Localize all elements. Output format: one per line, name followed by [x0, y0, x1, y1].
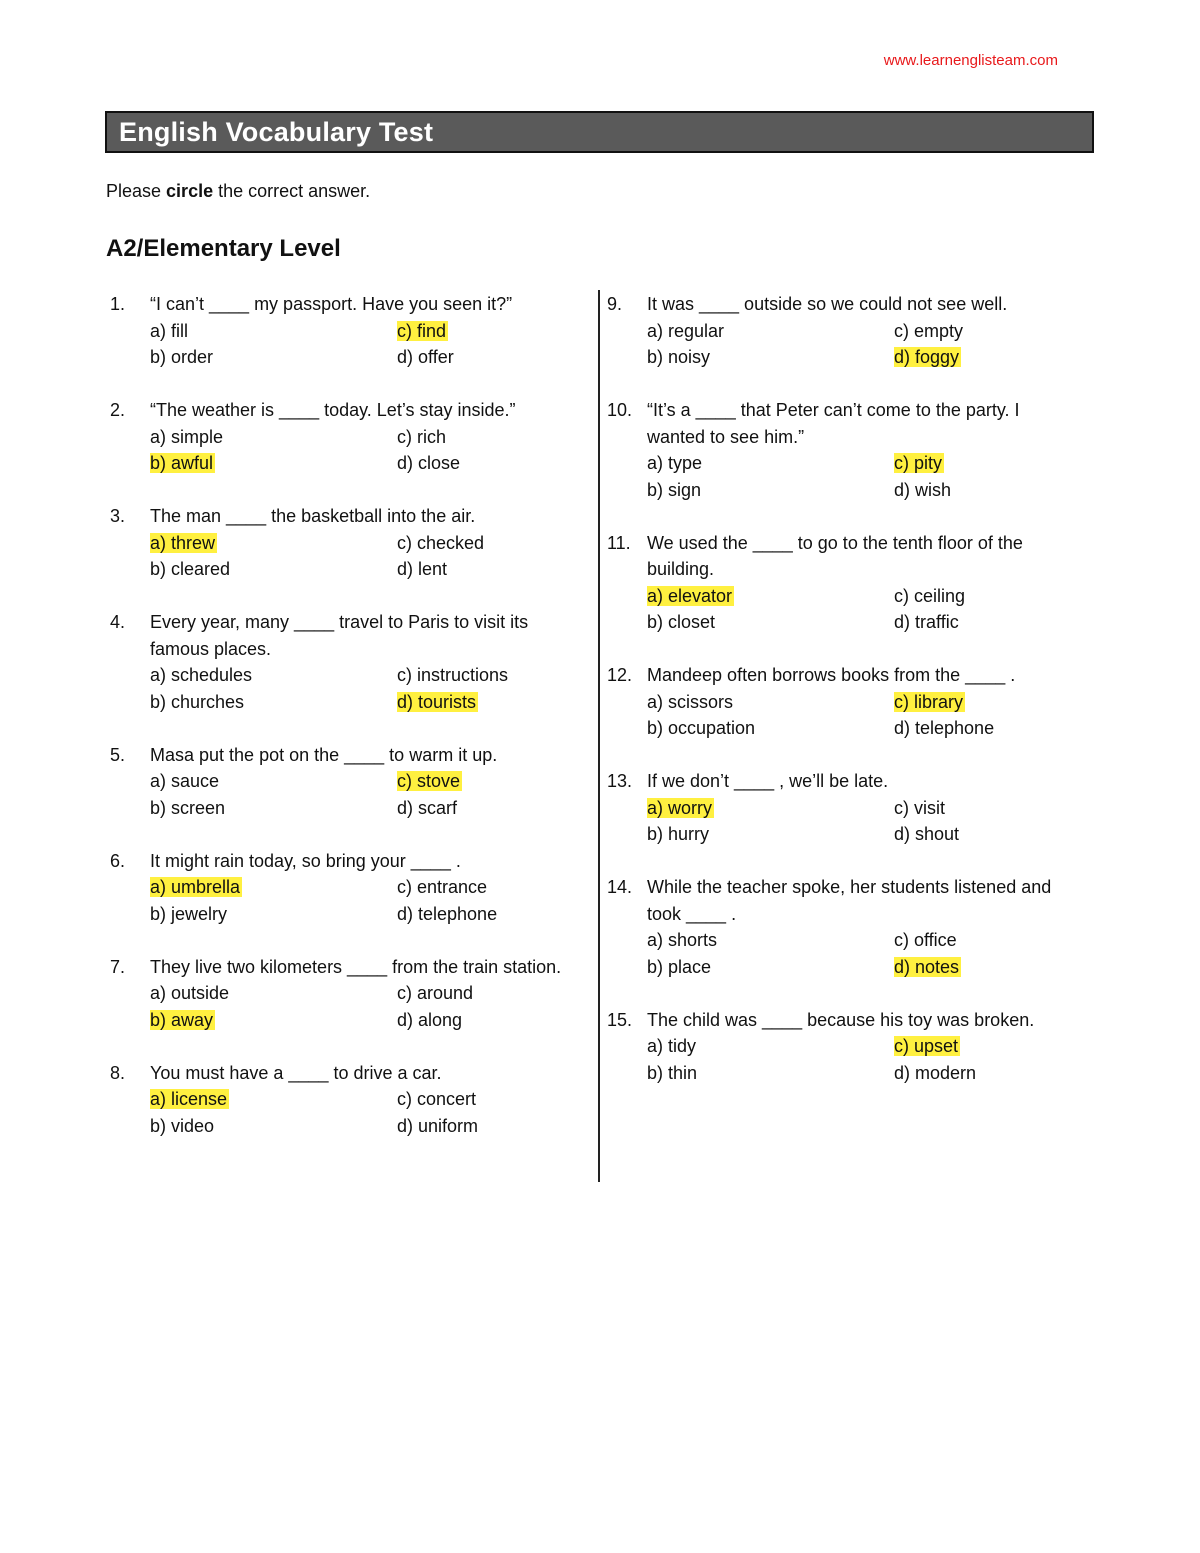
option-a[interactable]: [150, 662, 397, 689]
option-c[interactable]: [397, 662, 580, 689]
option-d-label: d) wish: [894, 479, 952, 500]
option-b-label: b) cleared: [150, 559, 231, 579]
option-b[interactable]: [150, 795, 397, 822]
question-1: [110, 291, 580, 371]
answer-options: [647, 927, 1077, 980]
option-a-label: a) outside: [150, 983, 230, 1003]
option-d[interactable]: [894, 715, 1077, 742]
option-d-label: d) telephone: [894, 718, 995, 738]
question-6: [110, 848, 580, 928]
question-text: The man ____ the basketball into the air.: [150, 506, 476, 526]
option-a[interactable]: [647, 1033, 894, 1060]
question-text-row: [110, 609, 580, 662]
question-text: It was ____ outside so we could not see well.: [647, 294, 1008, 314]
option-b-label: b) place: [647, 956, 712, 977]
option-b[interactable]: [150, 1113, 397, 1140]
option-a[interactable]: [647, 318, 894, 345]
question-number: 6.: [110, 850, 126, 871]
site-url[interactable]: www.learnenglisteam.com: [883, 52, 1058, 69]
option-c[interactable]: [397, 424, 580, 451]
option-c[interactable]: [894, 1033, 1077, 1060]
title-bar: [105, 111, 1094, 153]
question-text: We used the ____ to go to the tenth floor of the building.: [647, 532, 1023, 579]
option-a-label: a) umbrella: [150, 877, 241, 897]
instruction-after: the correct answer.: [213, 181, 371, 201]
answer-options: [647, 689, 1077, 742]
option-a-label: a) scissors: [647, 691, 734, 712]
option-a-label: a) type: [647, 453, 703, 473]
question-14: [607, 874, 1077, 980]
option-b[interactable]: [647, 1060, 894, 1087]
option-a-label: a) shorts: [647, 930, 718, 950]
question-text: While the teacher spoke, her students listened and took ____ .: [647, 877, 1052, 924]
answer-options: [647, 318, 1077, 371]
option-b-label: b) closet: [647, 612, 716, 632]
instruction-bold: circle: [166, 181, 214, 201]
option-b[interactable]: [150, 689, 397, 716]
option-d[interactable]: [397, 1113, 580, 1140]
option-a[interactable]: [647, 689, 894, 716]
answer-options: [150, 1086, 580, 1139]
option-d-label: d) telephone: [397, 903, 498, 924]
answer-options: [647, 583, 1077, 636]
option-b[interactable]: [647, 344, 894, 371]
option-c[interactable]: [397, 874, 580, 901]
option-c[interactable]: [397, 1086, 580, 1113]
question-9: [607, 291, 1077, 371]
option-d-label: d) shout: [894, 824, 960, 844]
option-d-label: d) modern: [894, 1062, 977, 1083]
option-b-label: b) away: [150, 1009, 214, 1030]
option-d-label: d) tourists: [397, 691, 477, 712]
option-a-label: a) tidy: [647, 1036, 697, 1056]
question-number: 9.: [607, 294, 623, 314]
question-5: [110, 742, 580, 822]
question-text-row: [607, 530, 1077, 583]
option-b-label: b) noisy: [647, 347, 711, 367]
question-number: 13.: [607, 771, 633, 791]
option-a[interactable]: [150, 424, 397, 451]
option-b-label: b) thin: [647, 1062, 698, 1083]
option-a-label: a) sauce: [150, 771, 220, 791]
option-c-label: c) rich: [397, 426, 446, 447]
answer-options: [150, 424, 580, 477]
option-d-label: d) scarf: [397, 797, 458, 818]
option-c-label: c) pity: [894, 453, 943, 473]
question-number: 14.: [607, 877, 633, 897]
question-text-row: [607, 874, 1077, 927]
option-d[interactable]: [894, 821, 1077, 848]
question-number: 5.: [110, 744, 126, 765]
option-d[interactable]: [397, 795, 580, 822]
option-c[interactable]: [894, 450, 1077, 477]
question-3: [110, 503, 580, 583]
option-a-label: a) schedules: [150, 665, 253, 685]
option-a-label: a) threw: [150, 532, 216, 553]
option-a[interactable]: [647, 795, 894, 822]
question-text-row: [607, 397, 1077, 450]
question-8: [110, 1060, 580, 1140]
question-number: 1.: [110, 294, 126, 314]
option-c-label: c) entrance: [397, 877, 488, 897]
question-number: 11.: [607, 532, 631, 553]
option-c-label: c) library: [894, 691, 964, 712]
question-2: [110, 397, 580, 477]
option-d-label: d) notes: [894, 956, 960, 977]
question-text: Mandeep often borrows books from the ____ .: [647, 665, 1016, 685]
option-a-label: a) simple: [150, 426, 224, 447]
option-d[interactable]: [397, 1007, 580, 1034]
question-number: 2.: [110, 400, 126, 420]
option-d[interactable]: [894, 1060, 1077, 1087]
answer-options: [150, 874, 580, 927]
question-7: [110, 954, 580, 1034]
option-b-label: b) hurry: [647, 824, 710, 844]
option-a-label: a) license: [150, 1089, 228, 1109]
option-a[interactable]: [150, 874, 397, 901]
option-d-label: d) offer: [397, 347, 454, 367]
option-c[interactable]: [894, 795, 1077, 822]
option-a[interactable]: [150, 318, 397, 345]
question-13: [607, 768, 1077, 848]
option-a[interactable]: [647, 583, 894, 610]
option-c[interactable]: [894, 318, 1077, 345]
instruction-before: Please: [106, 181, 167, 201]
option-b[interactable]: [647, 821, 894, 848]
question-number: 4.: [110, 612, 126, 632]
option-d[interactable]: [397, 344, 580, 371]
option-d-label: d) traffic: [894, 612, 959, 632]
question-text-row: [110, 954, 580, 981]
option-c[interactable]: [397, 768, 580, 795]
questions-column-right: [607, 291, 1077, 1113]
question-number: 8.: [110, 1062, 126, 1083]
question-10: [607, 397, 1077, 503]
option-a-label: a) fill: [150, 320, 189, 341]
option-d[interactable]: [894, 344, 1077, 371]
option-d[interactable]: [397, 450, 580, 477]
question-4: [110, 609, 580, 715]
answer-options: [647, 1033, 1077, 1086]
option-b-label: b) order: [150, 347, 214, 367]
answer-options: [647, 795, 1077, 848]
option-b[interactable]: [647, 715, 894, 742]
question-11: [607, 530, 1077, 636]
option-b[interactable]: [150, 901, 397, 928]
question-text-row: [607, 291, 1077, 318]
question-text: Masa put the pot on the ____ to warm it up.: [150, 744, 498, 765]
question-number: 7.: [110, 956, 126, 977]
question-number: 10.: [607, 400, 633, 420]
question-text: “It’s a ____ that Peter can’t come to the party. I wanted to see him.”: [647, 400, 1020, 447]
option-c-label: c) office: [894, 930, 957, 950]
option-d-label: d) uniform: [397, 1115, 479, 1136]
page-title: English Vocabulary Test: [119, 116, 434, 147]
option-d[interactable]: [397, 901, 580, 928]
option-b-label: b) jewelry: [150, 903, 228, 924]
question-text-row: [110, 848, 580, 875]
option-b-label: b) occupation: [647, 718, 756, 738]
option-c[interactable]: [397, 980, 580, 1007]
option-b[interactable]: [150, 556, 397, 583]
option-b[interactable]: [150, 1007, 397, 1034]
option-c-label: c) around: [397, 983, 474, 1003]
option-d-label: d) lent: [397, 559, 448, 579]
option-a[interactable]: [150, 768, 397, 795]
option-d-label: d) close: [397, 453, 461, 473]
question-text-row: [607, 662, 1077, 689]
option-b[interactable]: [647, 609, 894, 636]
option-c-label: c) visit: [894, 797, 945, 818]
option-b[interactable]: [150, 450, 397, 477]
answer-options: [150, 318, 580, 371]
answer-options: [647, 450, 1077, 503]
option-d[interactable]: [397, 689, 580, 716]
answer-options: [150, 980, 580, 1033]
question-12: [607, 662, 1077, 742]
question-text-row: [607, 1007, 1077, 1034]
option-d-label: d) foggy: [894, 347, 960, 367]
option-a[interactable]: [150, 980, 397, 1007]
question-text: “The weather is ____ today. Let’s stay inside.”: [150, 400, 516, 420]
column-divider: [598, 290, 600, 1182]
question-text: You must have a ____ to drive a car.: [150, 1062, 442, 1083]
option-b-label: b) screen: [150, 797, 226, 818]
level-heading: A2/Elementary Level: [106, 235, 341, 262]
option-c-label: c) checked: [397, 532, 485, 553]
option-c[interactable]: [397, 318, 580, 345]
option-c-label: c) instructions: [397, 665, 509, 685]
option-c-label: c) empty: [894, 320, 964, 341]
question-number: 12.: [607, 665, 633, 685]
question-text: “I can’t ____ my passport. Have you seen it?”: [150, 294, 513, 314]
option-c-label: c) stove: [397, 771, 461, 791]
option-c-label: c) find: [397, 320, 447, 341]
option-c-label: c) ceiling: [894, 585, 966, 606]
question-text-row: [110, 1060, 580, 1087]
option-b-label: b) churches: [150, 691, 245, 712]
question-text: It might rain today, so bring your ____ .: [150, 850, 461, 871]
question-text-row: [607, 768, 1077, 795]
option-a-label: a) worry: [647, 797, 713, 818]
option-a[interactable]: [150, 530, 397, 557]
question-text-row: [110, 291, 580, 318]
question-15: [607, 1007, 1077, 1087]
option-b[interactable]: [150, 344, 397, 371]
question-number: 15.: [607, 1009, 633, 1030]
instruction: [106, 181, 370, 202]
option-b-label: b) video: [150, 1115, 215, 1136]
option-d[interactable]: [894, 477, 1077, 504]
option-b[interactable]: [647, 477, 894, 504]
option-c[interactable]: [894, 689, 1077, 716]
option-d[interactable]: [894, 609, 1077, 636]
question-text: The child was ____ because his toy was broken.: [647, 1009, 1035, 1030]
option-a[interactable]: [150, 1086, 397, 1113]
option-c-label: c) concert: [397, 1089, 477, 1109]
option-c[interactable]: [894, 927, 1077, 954]
option-b-label: b) sign: [647, 479, 702, 500]
answer-options: [150, 768, 580, 821]
option-b[interactable]: [647, 954, 894, 981]
question-number: 3.: [110, 506, 126, 526]
question-text: If we don’t ____ , we’ll be late.: [647, 771, 889, 791]
option-d[interactable]: [894, 954, 1077, 981]
question-text: Every year, many ____ travel to Paris to visit its famous places.: [150, 612, 529, 659]
option-a[interactable]: [647, 450, 894, 477]
question-text-row: [110, 742, 580, 769]
answer-options: [150, 530, 580, 583]
question-text-row: [110, 397, 580, 424]
option-a-label: a) regular: [647, 320, 725, 341]
option-b-label: b) awful: [150, 453, 214, 473]
questions-column-left: [110, 291, 580, 1166]
answer-options: [150, 662, 580, 715]
option-d[interactable]: [397, 556, 580, 583]
option-d-label: d) along: [397, 1009, 463, 1030]
question-text-row: [110, 503, 580, 530]
option-a[interactable]: [647, 927, 894, 954]
option-c[interactable]: [894, 583, 1077, 610]
option-a-label: a) elevator: [647, 585, 733, 606]
option-c-label: c) upset: [894, 1036, 959, 1056]
option-c[interactable]: [397, 530, 580, 557]
question-text: They live two kilometers ____ from the train station.: [150, 956, 562, 977]
